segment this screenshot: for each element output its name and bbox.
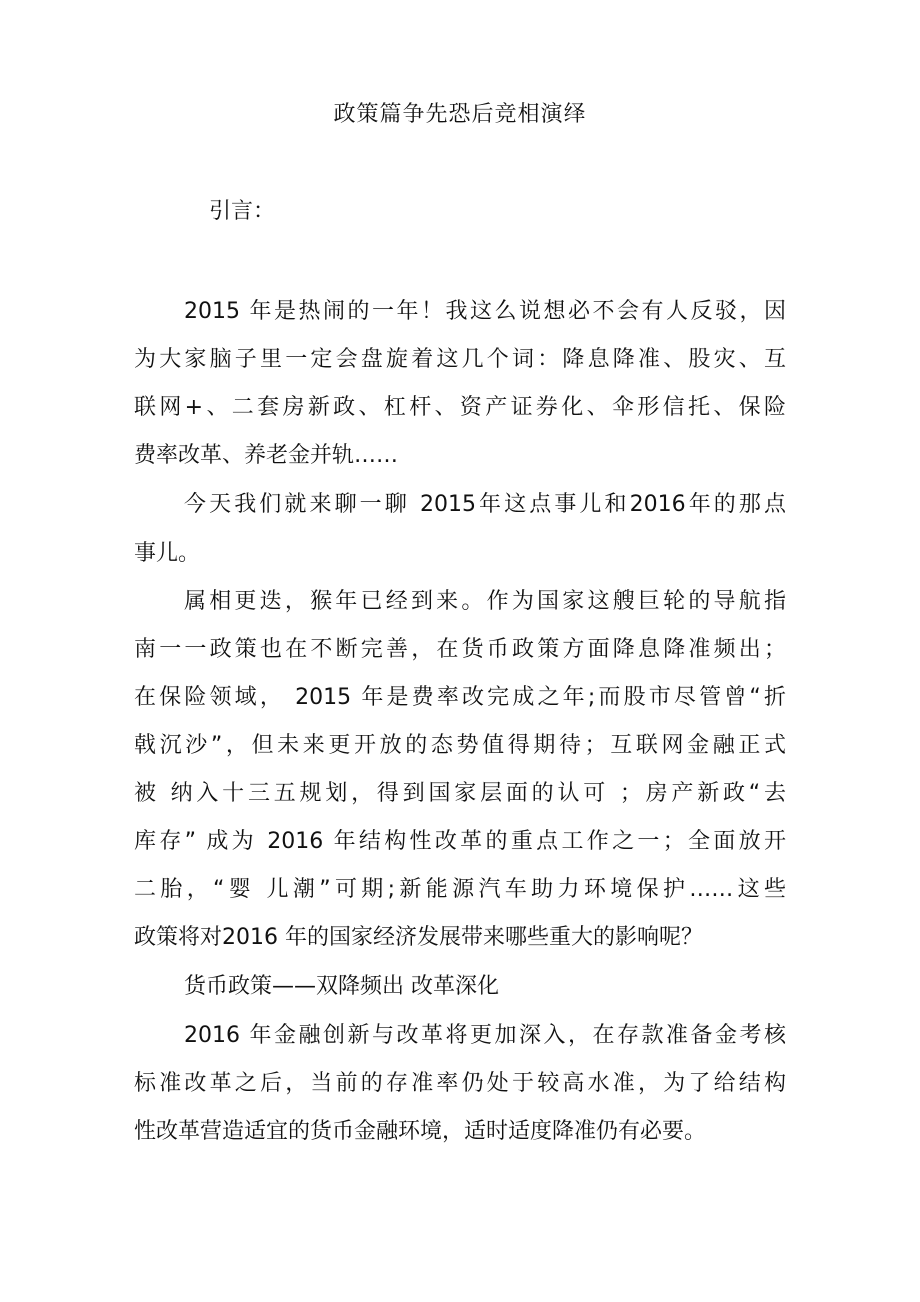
paragraph-line: 属相更迭，猴年已经到来。作为国家这艘巨轮的导航指 — [184, 589, 786, 614]
paragraph-line: 在保险领域， 2015 年是费率改完成之年;而股市尽管曾“折 — [134, 685, 786, 710]
paragraph-line: 被 纳入十三五规划，得到国家层面的认可 ；房产新政“去 — [134, 781, 786, 806]
paragraph-line: 费率改革、养老金并轨…… — [134, 443, 399, 468]
section-heading: 货币政策——双降频出 改革深化 — [184, 974, 499, 999]
paragraph-line: 事儿。 — [134, 541, 201, 566]
paragraph-line: 2016 年金融创新与改革将更加深入，在存款准备金考核 — [184, 1023, 786, 1048]
paragraph-line: 戟沉沙”，但未来更开放的态势值得期待；互联网金融正式 — [134, 733, 786, 758]
intro-heading: 引言： — [209, 199, 276, 224]
paragraph-line: 性改革营造适宜的货币金融环境，适时适度降准仍有必要。 — [134, 1119, 707, 1144]
paragraph-line: 今天我们就来聊一聊 2015年这点事儿和2016年的那点 — [184, 492, 786, 517]
paragraph-line: 南一一政策也在不断完善，在货币政策方面降息降准频出； — [134, 637, 786, 662]
page-title: 政策篇争先恐后竞相演绎 — [333, 102, 587, 127]
paragraph-line: 二胎，“婴 儿潮”可期;新能源汽车助力环境保护……这些 — [134, 877, 786, 902]
paragraph-line: 标准改革之后，当前的存准率仍处于较高水准，为了给结构 — [134, 1071, 786, 1096]
paragraph-line: 政策将对2016 年的国家经济发展带来哪些重大的影响呢？ — [134, 925, 703, 950]
paragraph-line: 联网+、二套房新政、杠杆、资产证券化、伞形信托、保险 — [134, 395, 786, 420]
paragraph-line: 库存” 成为 2016 年结构性改革的重点工作之一；全面放开 — [134, 829, 786, 854]
paragraph-line: 为大家脑子里一定会盘旋着这几个词：降息降准、股灾、互 — [134, 347, 786, 372]
paragraph-line: 2015 年是热闹的一年！我这么说想必不会有人反驳，因 — [184, 299, 786, 324]
